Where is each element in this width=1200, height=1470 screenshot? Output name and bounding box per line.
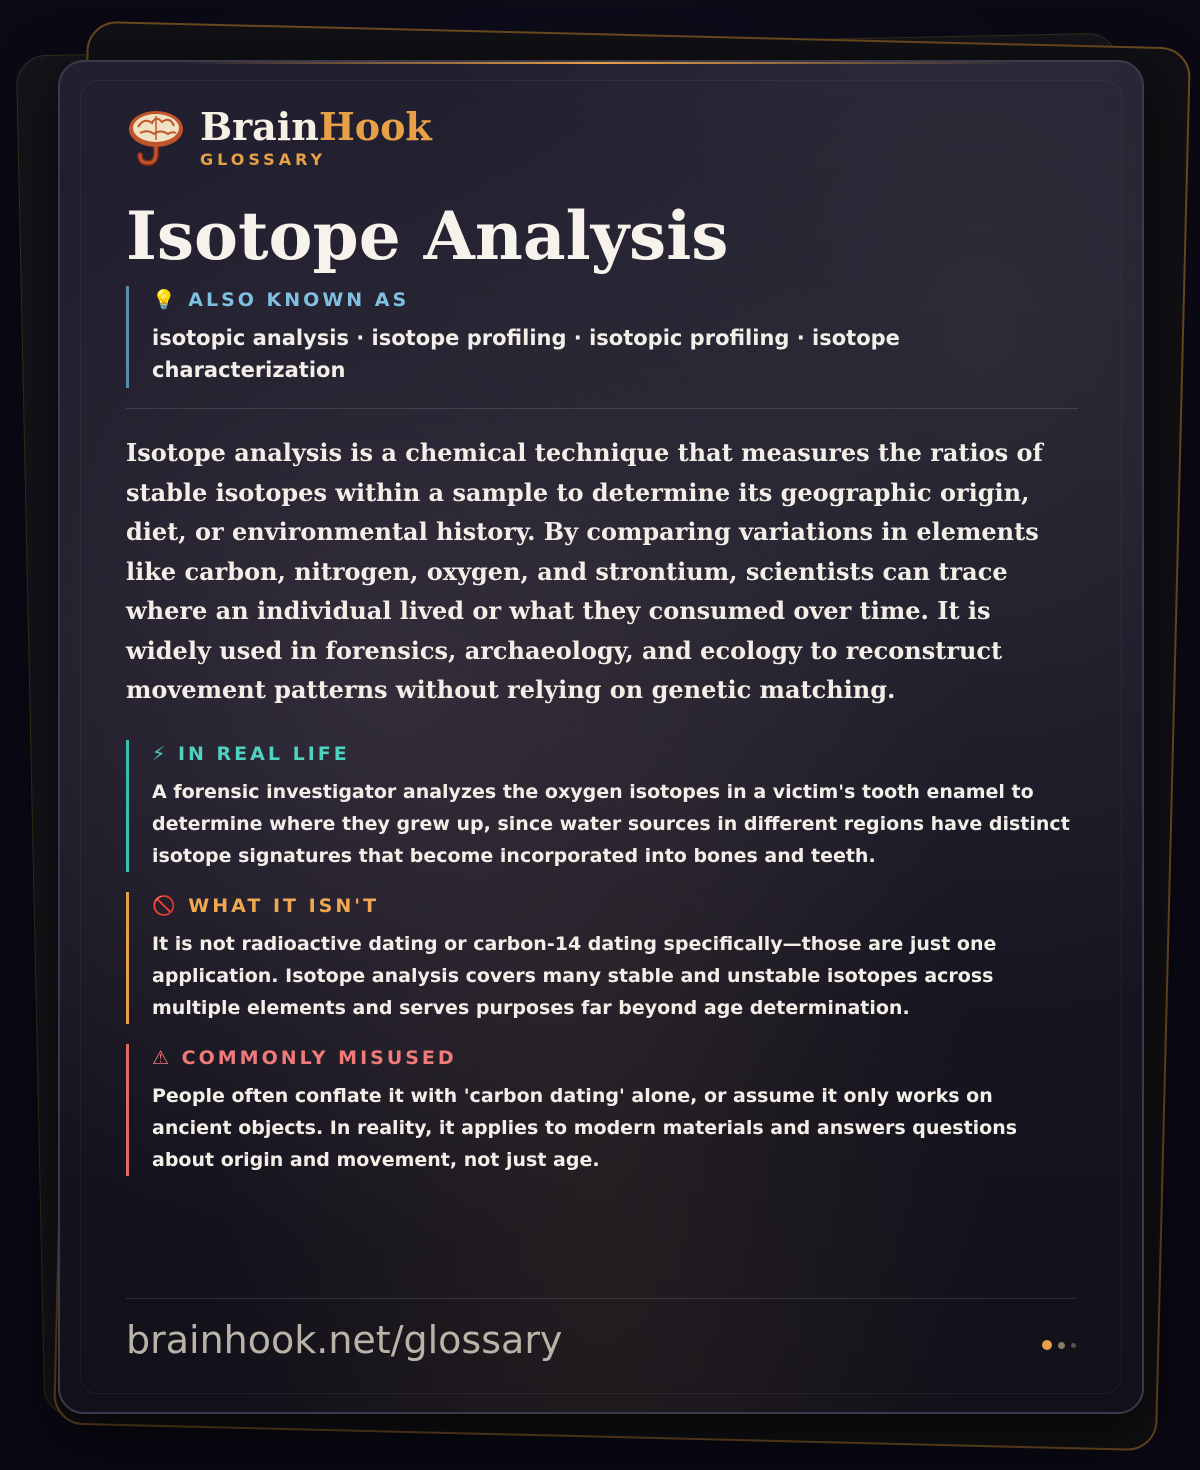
also-known-as-text: isotopic analysis · isotope profiling · isotopic profiling · isotope characterization (152, 326, 900, 382)
commonly-misused-label-text: COMMONLY MISUSED (181, 1046, 457, 1069)
card-top-accent (180, 62, 1022, 64)
pagination-dot (1071, 1343, 1076, 1348)
also-known-as-label (152, 286, 1078, 314)
prohibited-icon: 🚫 (152, 894, 179, 917)
brain-hook-icon (126, 107, 186, 167)
in-real-life-label-text: IN REAL LIFE (177, 742, 350, 765)
definition-text: Isotope analysis is a chemical technique that measures the ratios of stable isotopes within a sample to determine its geographic origin, diet, or environmental history. By comparing variations in elements like carbon, nitrogen, oxygen, and strontium, scientists can trace where an individual lived or what they consumed over time. It is widely used in forensics, archaeology, and ecology to reconstruct movement patterns without relying on genetic matching. (126, 438, 1043, 704)
what-it-isnt-section (126, 892, 1078, 1024)
also-known-as-label-text: ALSO KNOWN AS (188, 289, 410, 311)
brand-name (200, 103, 432, 149)
card-content (126, 102, 1078, 1196)
pagination-dot (1058, 1342, 1065, 1349)
in-real-life-label (152, 740, 1078, 768)
brand-subtitle: GLOSSARY (200, 149, 327, 169)
footer-divider (126, 1298, 1076, 1299)
term-title: Isotope Analysis (126, 197, 729, 275)
footer-url[interactable]: brainhook.net/glossary (126, 1318, 563, 1362)
also-known-as-section (126, 286, 1078, 388)
what-it-isnt-label (152, 892, 1078, 920)
commonly-misused-section (126, 1044, 1078, 1176)
pagination-dots (1036, 1340, 1076, 1350)
glossary-card (58, 60, 1144, 1414)
in-real-life-text: A forensic investigator analyzes the oxygen isotopes in a victim's tooth enamel to determine where they grew up, since water sources in different regions have distinct isotope signatures that become incorporated into bones and teeth. (152, 780, 1070, 867)
pagination-dot-active (1042, 1340, 1052, 1350)
in-real-life-section (126, 740, 1078, 872)
lightning-icon: ⚡ (152, 742, 169, 765)
what-it-isnt-label-text: WHAT IT ISN'T (188, 894, 380, 917)
brand-name-part2: Hook (318, 103, 432, 149)
divider (126, 408, 1078, 409)
commonly-misused-text: People often conflate it with 'carbon dating' alone, or assume it only works on ancient objects. In reality, it applies to modern materials and answers questions about origin and movement, not just age. (152, 1084, 1018, 1171)
brand (126, 102, 1078, 172)
what-it-isnt-text: It is not radioactive dating or carbon-14 dating specifically—those are just one application. Isotope analysis covers many stable and unstable isotopes across multiple elements and serves purposes far beyond age determination. (152, 932, 997, 1019)
commonly-misused-label (152, 1044, 1078, 1072)
lightbulb-icon: 💡 (152, 289, 179, 311)
brand-name-part1: Brain (200, 103, 319, 149)
warning-icon: ⚠ (152, 1046, 173, 1069)
